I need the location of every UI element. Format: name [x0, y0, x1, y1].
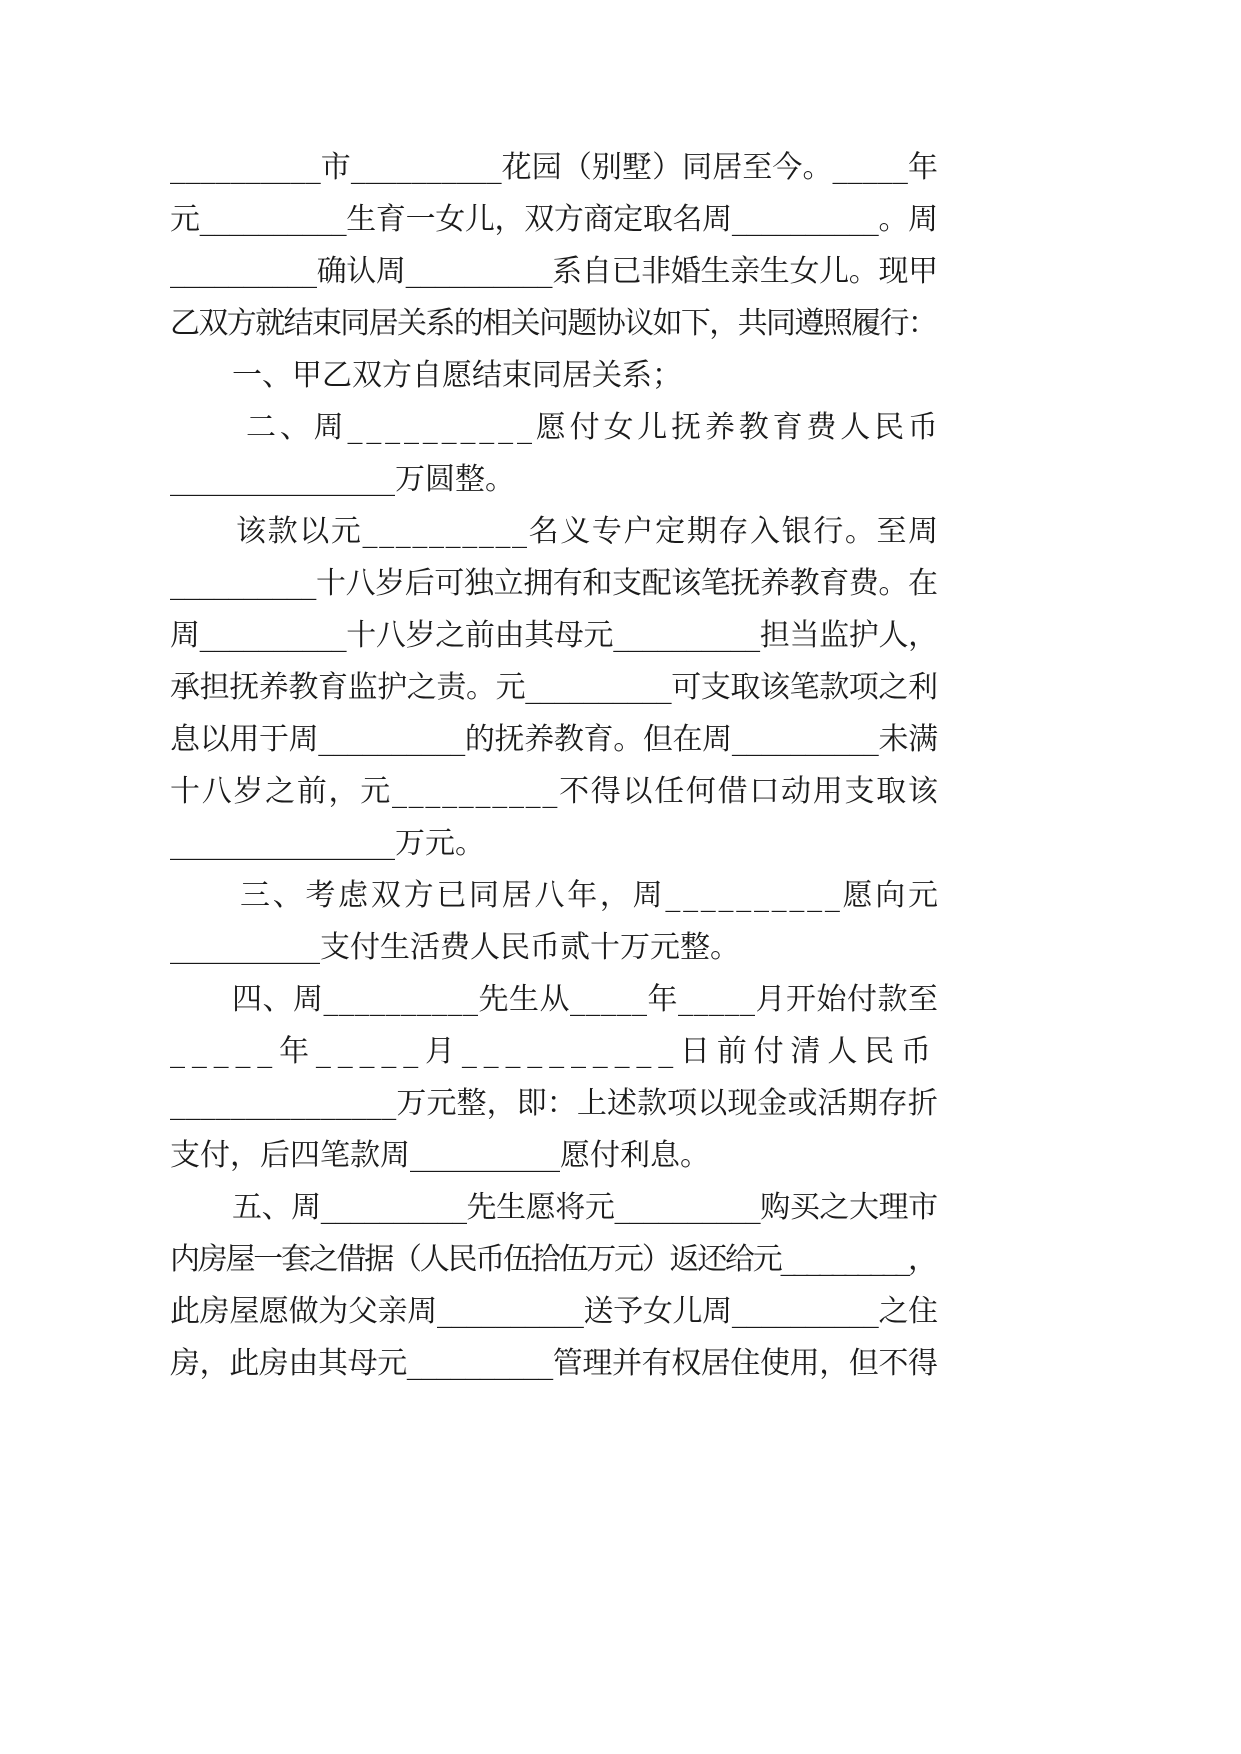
clause-2-detail-line-1: 该款以元__________名义专户定期存入银行。至周 [236, 514, 940, 549]
clause-4-line-1: 四、周__________先生从_____年_____月开始付款至 [232, 982, 939, 1017]
clause-2-detail-line-4: 承担抚养教育监护之责。元__________可支取该笔款项之利 [170, 670, 938, 705]
clause-2-detail-line-3: 周__________十八岁之前由其母元__________担当监护人， [170, 618, 938, 653]
clause-2-detail-line-5: 息以用于周__________的抚养教育。但在周__________未满 [170, 722, 938, 757]
paragraph-line-3: __________确认周__________系自已非婚生亲生女儿。现甲 [170, 254, 938, 289]
clause-4-line-2: _____年_____月__________日前付清人民币 [170, 1034, 938, 1069]
clause-5-line-2: 内房屋一套之借据（人民币伍拾伍万元）返还给元__________， [170, 1242, 936, 1277]
clause-3-line-2: __________支付生活费人民币贰十万元整。 [170, 930, 740, 965]
clause-4-line-3: _______________万元整，即：上述款项以现金或活期存折 [170, 1086, 938, 1121]
clause-1: 一、甲乙双方自愿结束同居关系； [232, 358, 682, 393]
clause-2-line-1: 二、周__________愿付女儿抚养教育费人民币 [246, 410, 942, 445]
paragraph-line-1: __________市__________花园（别墅）同居至今。_____年 [170, 150, 939, 185]
clause-5-line-4: 房，此房由其母元__________管理并有权居住使用，但不得 [170, 1346, 938, 1381]
clause-2-detail-line-7: _______________万元。 [170, 826, 485, 861]
paragraph-line-2: 元__________生育一女儿，双方商定取名周__________。周 [170, 202, 938, 237]
clause-5-line-1: 五、周__________先生愿将元__________购买之大理市 [232, 1190, 938, 1225]
clause-4-line-4: 支付，后四笔款周__________愿付利息。 [170, 1138, 710, 1173]
clause-2-detail-line-6: 十八岁之前，元__________不得以任何借口动用支取该 [170, 774, 940, 809]
clause-2-detail-line-2: __________十八岁后可独立拥有和支配该笔抚养教育费。在 [170, 566, 938, 601]
clause-2-line-2: _______________万圆整。 [170, 462, 515, 497]
clause-3-line-1: 三、考虑双方已同居八年，周__________愿向元 [240, 878, 941, 913]
clause-5-line-3: 此房屋愿做为父亲周__________送予女儿周__________之住 [170, 1294, 938, 1329]
paragraph-line-4: 乙双方就结束同居关系的相关问题协议如下，共同遵照履行： [170, 306, 937, 341]
